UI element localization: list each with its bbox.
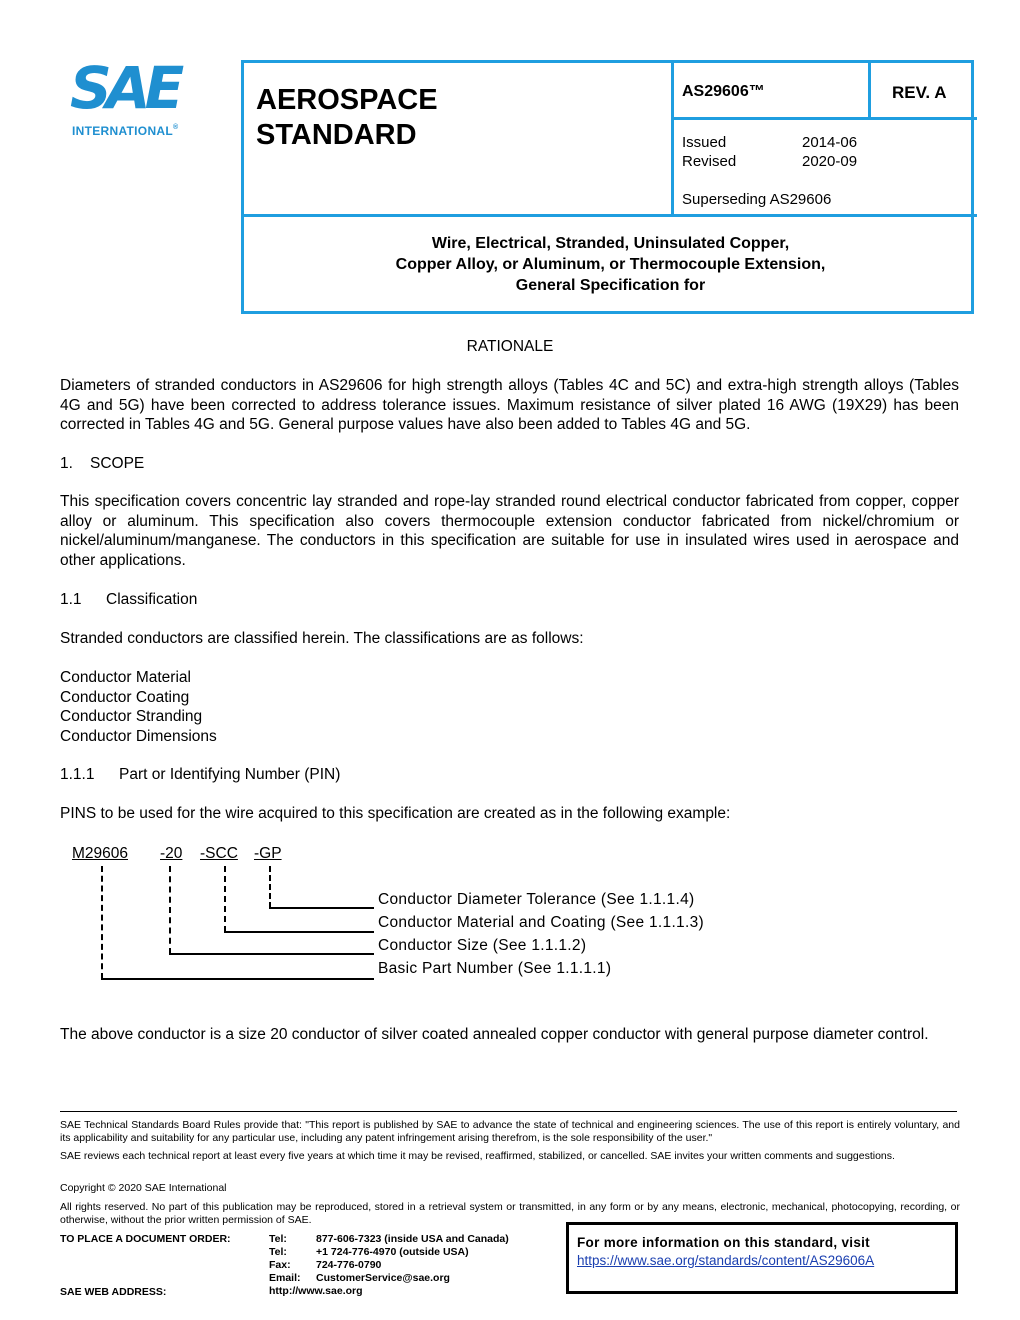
- leader-dash: [101, 866, 103, 979]
- list-item: Conductor Dimensions: [60, 727, 217, 745]
- classification-intro: Stranded conductors are classified herein. The classifications are as follows:: [60, 630, 584, 647]
- annotation-tolerance: Conductor Diameter Tolerance (See 1.1.1.4): [378, 891, 695, 908]
- revision-label: REV. A: [892, 83, 947, 102]
- contact-label: Tel:: [269, 1233, 287, 1245]
- contact-fax: 724-776-0790: [316, 1259, 382, 1271]
- leader-line: [169, 953, 374, 955]
- header-box: [241, 60, 974, 314]
- issued-value: 2014-06: [802, 134, 858, 151]
- revised-label: Revised: [682, 153, 737, 170]
- footer-copyright: Copyright © 2020 SAE International: [60, 1182, 227, 1194]
- leader-dash: [169, 866, 171, 954]
- pin-section-number: 1.1.1: [60, 766, 95, 783]
- contact-list: [269, 1233, 509, 1298]
- list-item: Conductor Stranding: [60, 708, 203, 725]
- classification-list: [60, 668, 217, 746]
- annotation-size: Conductor Size (See 1.1.1.2): [378, 937, 587, 954]
- classification-number: 1.1: [60, 591, 82, 608]
- document-title: [244, 233, 977, 296]
- leader-line: [101, 978, 374, 980]
- scope-title: SCOPE: [90, 455, 145, 472]
- info-text: For more information on this standard, visit: [577, 1235, 870, 1250]
- sae-logo: [70, 54, 210, 148]
- contact-label: Fax:: [269, 1259, 291, 1271]
- pin-part-size: -20: [160, 845, 183, 862]
- pin-section-title: Part or Identifying Number (PIN): [119, 766, 341, 783]
- document-number: AS29606™: [682, 83, 765, 100]
- classification-title: Classification: [106, 591, 198, 608]
- list-item: Conductor Material: [60, 669, 191, 686]
- document-type-line: STANDARD: [256, 119, 417, 151]
- scope-number: 1.: [60, 455, 73, 472]
- rationale-heading: RATIONALE: [466, 338, 554, 355]
- scope-text: This specification covers concentric lay stranded and rope-lay stranded round electrical conductor fabricated from copper, copper alloy or aluminum. This specification also covers thermocouple extension conductor fabricated from nickel/chromium or nickel/aluminum/manganese. The conductors in this specification are suitable for use in insulated wires used in aerospace and other applications.: [60, 493, 959, 569]
- pin-heading: [60, 765, 340, 785]
- footer-divider: [60, 1111, 957, 1112]
- web-address-link[interactable]: http://www.sae.org: [269, 1285, 363, 1297]
- annotation-material: Conductor Material and Coating (See 1.1.1.3): [378, 914, 704, 931]
- leader-line: [269, 907, 374, 909]
- standard-link[interactable]: https://www.sae.org/standards/content/AS29606A: [577, 1253, 875, 1268]
- header-divider: [671, 63, 674, 215]
- logo-subtitle-text: INTERNATIONAL: [72, 124, 174, 138]
- annotation-basic: Basic Part Number (See 1.1.1.1): [378, 960, 612, 977]
- pin-part-tolerance: -GP: [254, 845, 282, 862]
- contact-label: Email:: [269, 1272, 301, 1284]
- rationale-text: Diameters of stranded conductors in AS29606 for high strength alloys (Tables 4C and 5C) and extra-high strength alloys (Tables 4G and 5G) have been corrected to address tolerance issues. Maximum resistance of silver plated 16 AWG (19X29) has been corrected in Tables 4G and 5G. General purpose values have also been added to Tables 4G and 5G.: [60, 377, 959, 433]
- footer-rules: SAE Technical Standards Board Rules provide that: "This report is published by SAE to advance the state of technical and engineering sciences. The use of this report is entirely voluntary, and its applicability and suitability for any particular use, including any patent infringement arising therefrom, is the sole responsibility of the user.": [60, 1119, 960, 1144]
- logo-mark: SAE: [70, 54, 179, 122]
- classification-heading: [60, 590, 197, 610]
- scope-heading: [60, 454, 144, 474]
- pin-part-material: -SCC: [200, 845, 238, 862]
- document-type-line: AEROSPACE: [256, 84, 438, 116]
- logo-registered-mark: ®: [173, 124, 179, 131]
- pin-part-basic: M29606: [72, 845, 129, 862]
- logo-subtitle: [72, 124, 178, 138]
- contact-label: Tel:: [269, 1246, 287, 1258]
- info-box: [566, 1222, 958, 1294]
- pin-intro: PINS to be used for the wire acquired to this specification are created as in the following example:: [60, 805, 731, 822]
- document-type: [256, 83, 438, 153]
- pin-summary: The above conductor is a size 20 conductor of silver coated annealed copper conductor with general purpose diameter control.: [60, 1026, 929, 1043]
- leader-dash: [224, 866, 226, 932]
- order-label: TO PLACE A DOCUMENT ORDER:: [60, 1233, 231, 1245]
- leader-dash: [269, 866, 271, 908]
- header-divider: [244, 214, 977, 217]
- title-line: Copper Alloy, or Aluminum, or Thermocouple Extension,: [395, 256, 826, 273]
- leader-line: [224, 931, 374, 933]
- title-line: Wire, Electrical, Stranded, Uninsulated Copper,: [431, 235, 790, 252]
- revised-value: 2020-09: [802, 153, 858, 170]
- web-address-label: SAE WEB ADDRESS:: [60, 1286, 167, 1298]
- footer-rights: All rights reserved. No part of this publication may be reproduced, stored in a retrieval system or transmitted, in any form or by any means, electronic, mechanical, photocopying, recording, or otherwise, without the prior written permission of SAE.: [60, 1201, 960, 1226]
- contact-phone[interactable]: 877-606-7323 (inside USA and Canada): [316, 1233, 509, 1245]
- footer-review: SAE reviews each technical report at least every five years at which time it may be revised, reaffirmed, stabilized, or cancelled. SAE invites your written comments and suggestions.: [60, 1150, 895, 1162]
- header-divider: [671, 117, 977, 120]
- issued-label: Issued: [682, 134, 727, 151]
- superseding-note: Superseding AS29606: [682, 191, 832, 208]
- date-block: [682, 133, 857, 171]
- contact-phone[interactable]: +1 724-776-4970 (outside USA): [316, 1246, 469, 1258]
- title-line: General Specification for: [515, 277, 706, 294]
- list-item: Conductor Coating: [60, 688, 190, 706]
- header-divider: [868, 63, 871, 117]
- contact-email[interactable]: CustomerService@sae.org: [316, 1272, 450, 1284]
